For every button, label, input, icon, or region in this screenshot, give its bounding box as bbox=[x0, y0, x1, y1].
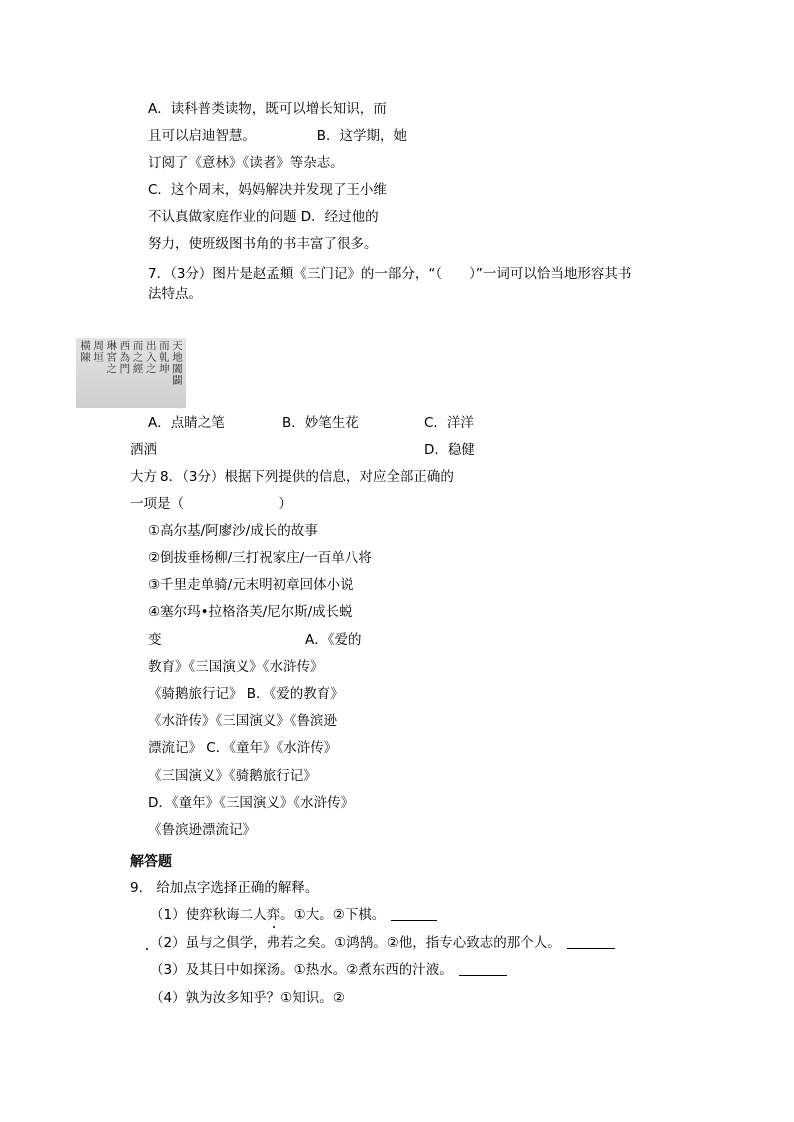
q6-line-5: 不认真做家庭作业的问题 D．经过他的 bbox=[148, 209, 379, 225]
q8-item-3: ③千里走单骑/元末明初章回体小说 bbox=[148, 577, 354, 593]
section-heading: 解答题 bbox=[130, 854, 172, 870]
calligraphy-column: 而之經 bbox=[131, 340, 144, 375]
q8-option-line: 《骑鹅旅行记》 B．《爱的教育》 bbox=[148, 686, 344, 702]
q6-line-4: C．这个周末，妈妈解决并发现了王小维 bbox=[148, 182, 387, 198]
q7-option-b: B．妙笔生花 bbox=[282, 415, 359, 431]
q7-option-d: D．稳健 bbox=[424, 442, 475, 458]
q8-option-line: 《水浒传》《三国演义》《鲁滨逊 bbox=[148, 713, 337, 729]
calligraphy-column: 橫陳 bbox=[79, 340, 91, 363]
q8-item-2: ②倒拔垂杨柳/三打祝家庄/一百单八将 bbox=[148, 550, 372, 566]
answer-blank[interactable] bbox=[391, 906, 437, 921]
q9-stem: 9. 给加点字选择正确的解释。 bbox=[130, 880, 319, 896]
q6-line-6: 努力，使班级图书角的书丰富了很多。 bbox=[148, 236, 378, 252]
q8-option-line: A．《爱的 bbox=[305, 632, 362, 648]
q8-option-line: 漂流记》 C．《童年》《水浒传》 bbox=[148, 740, 338, 756]
q9-item-3-text: （3）及其日中如探汤。①热水。②煮东西的汁液。 bbox=[150, 962, 453, 978]
q9-item-4: （4）孰为汝多知乎？①知识。② bbox=[150, 990, 345, 1006]
q8-item-4-continued: 变 bbox=[148, 632, 162, 648]
calligraphy-column: 天地闔闢 bbox=[170, 340, 183, 386]
q7-option-d-continued: 大方 bbox=[130, 469, 157, 485]
q7-option-c-continued: 洒洒 bbox=[130, 442, 157, 458]
q8-stem: 8．（3分）根据下列提供的信息，对应全部正确的 bbox=[160, 469, 454, 485]
emphasis-dot bbox=[273, 926, 275, 928]
q8-stem-line-2: 一项是（ ） bbox=[130, 496, 292, 512]
calligraphy-column: 出入之 bbox=[144, 340, 157, 375]
q9-item-1 bbox=[150, 906, 437, 924]
q8-item-4: ④塞尔玛•拉格洛芙/尼尔斯/成长蜕 bbox=[148, 604, 353, 620]
answer-blank[interactable] bbox=[459, 961, 507, 976]
q9-item-3 bbox=[150, 961, 507, 979]
q8-option-line: 教育》《三国演义》《水浒传》 bbox=[148, 659, 324, 675]
calligraphy-column: 琳宮之 bbox=[105, 340, 118, 375]
q9-item-2 bbox=[150, 934, 615, 952]
calligraphy-column: 而乹坤 bbox=[157, 340, 170, 375]
q8-option-line: 《三国演义》《骑鹅旅行记》 bbox=[148, 768, 317, 784]
q6-line-1: A．读科普类读物，既可以增长知识，而 bbox=[148, 101, 387, 117]
q7-option-c: C．洋洋 bbox=[424, 415, 474, 431]
q7-stem-line-2: 法特点。 bbox=[148, 286, 202, 302]
q8-option-line: D．《童年》《三国演义》《水浒传》 bbox=[148, 795, 355, 811]
q7-option-a: A．点睛之笔 bbox=[148, 415, 225, 431]
q8-item-1: ①高尔基/阿廖沙/成长的故事 bbox=[148, 523, 318, 539]
q9-item-2-text: （2）虽与之俱学，弗若之矣。①鸿鹄。②他，指专心致志的那个人。 bbox=[150, 935, 561, 951]
calligraphy-column: 西為門 bbox=[118, 340, 131, 375]
q9-item-1-text: （1）使弈秋诲二人弈。①大。②下棋。 bbox=[150, 907, 386, 923]
q6-line-3: 订阅了《意林》《读者》等杂志。 bbox=[148, 155, 344, 171]
q8-option-line: 《鲁滨逊漂流记》 bbox=[148, 822, 256, 838]
q7-stem-line-1: 7．（3分）图片是赵孟頫《三门记》的一部分，“（ ）”一词可以恰当地形容其书 bbox=[148, 266, 632, 282]
answer-blank[interactable] bbox=[567, 934, 615, 949]
calligraphy-image bbox=[76, 338, 186, 408]
calligraphy-column: 周垣 bbox=[92, 340, 105, 363]
q6-line-2: 且可以启迪智慧。 B．这学期，她 bbox=[148, 128, 408, 144]
emphasis-dot bbox=[146, 948, 148, 950]
